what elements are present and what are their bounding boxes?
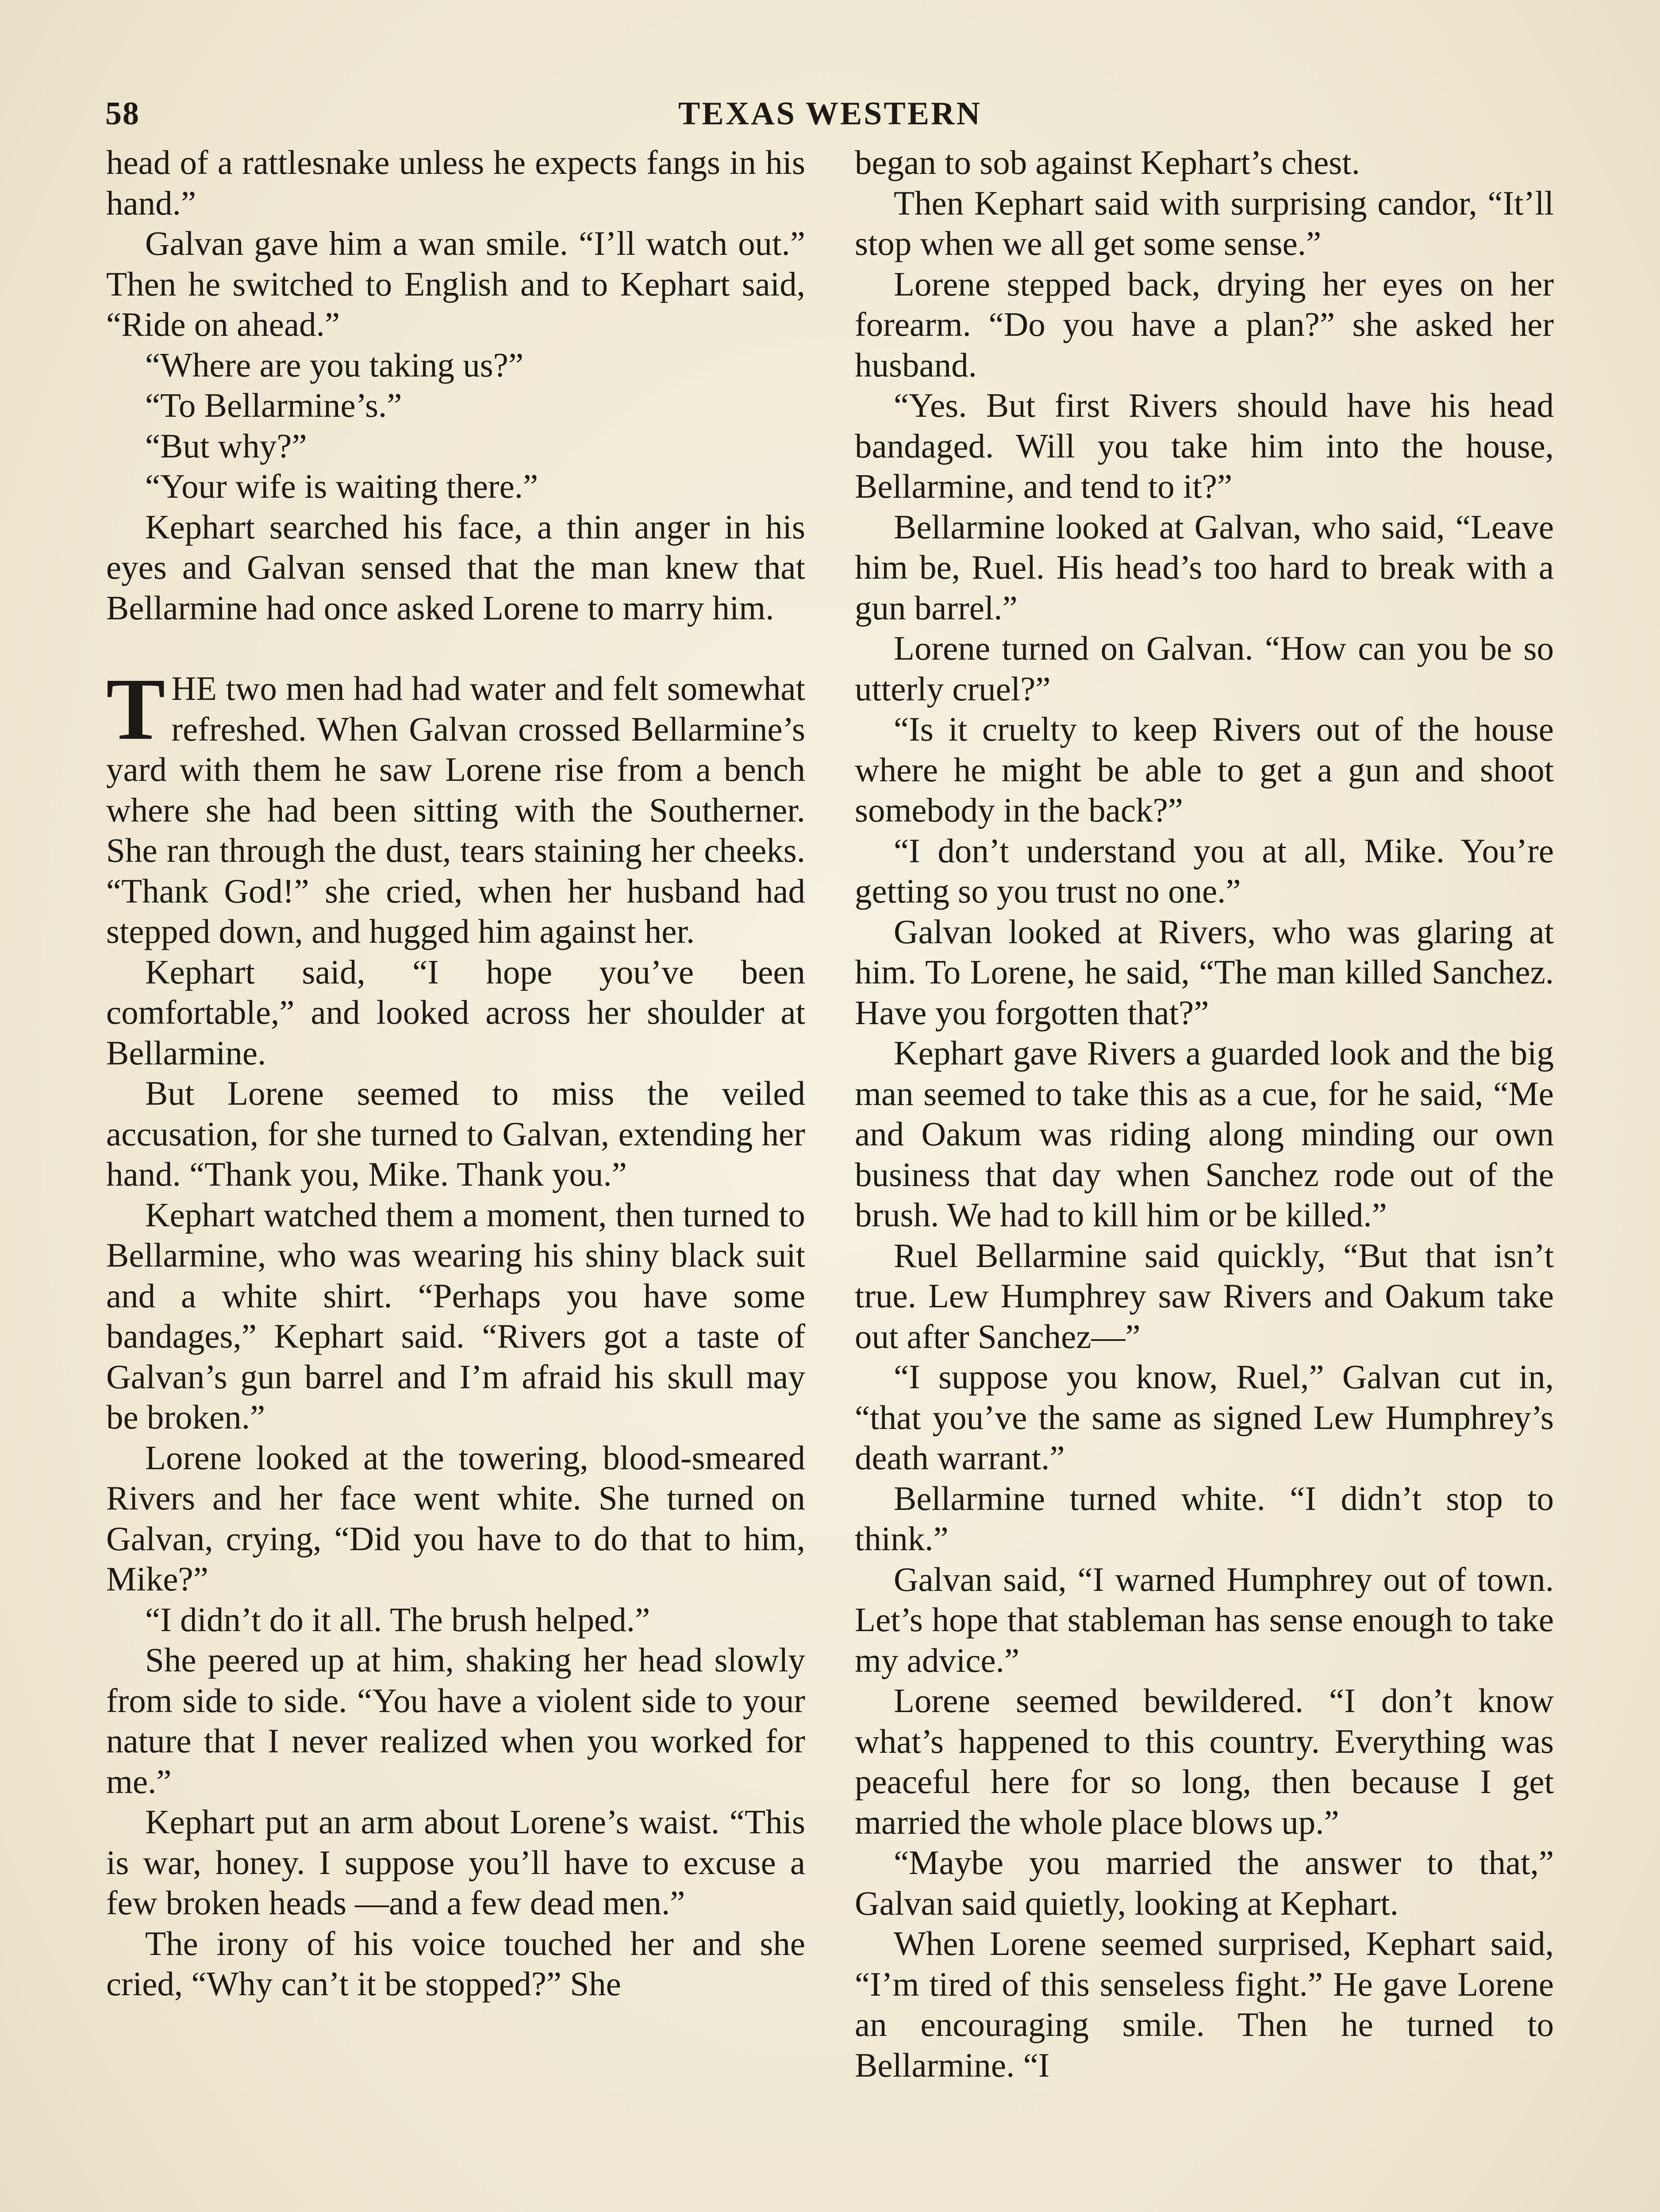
paragraph: Galvan looked at Rivers, who was glaring at him. To Lorene, he said, “The man killed Sanchez. Have you forgotten that?” bbox=[855, 912, 1554, 1032]
paragraph: Ruel Bellarmine said quickly, “But that isn’t true. Lew Humphrey saw Rivers and Oakum take out after Sanchez—” bbox=[855, 1236, 1554, 1356]
paragraph: When Lorene seemed surprised, Kephart said, “I’m tired of this senseless fight.” He gave Lorene an encouraging smile. Then he turned to Bellarmine. “I bbox=[855, 1924, 1554, 2084]
paragraph: Lorene seemed bewildered. “I don’t know what’s happened to this country. Everything was peaceful here for so long, then because I get married the whole place blows up.” bbox=[855, 1682, 1554, 1841]
paragraph: Lorene looked at the towering, blood-smeared Rivers and her face went white. She turned on Galvan, crying, “Did you have to do that to him, Mike?” bbox=[106, 1438, 805, 1598]
page-header bbox=[105, 95, 1555, 148]
section-break bbox=[106, 628, 805, 668]
paragraph: “Where are you taking us?” bbox=[145, 346, 524, 384]
paragraph: Bellarmine looked at Galvan, who said, “Leave him be, Ruel. His head’s too hard to break with a gun barrel.” bbox=[855, 507, 1554, 627]
running-title: TEXAS WESTERN bbox=[678, 96, 982, 132]
paragraph: She peered up at him, shaking her head slowly from side to side. “You have a violent side to your nature that I never realized when you worked for me.” bbox=[106, 1641, 805, 1801]
paragraph: head of a rattlesnake unless he expects fangs in his hand.” bbox=[106, 143, 805, 222]
paragraph: Lorene turned on Galvan. “How can you be so utterly cruel?” bbox=[855, 629, 1554, 708]
paragraph: “Maybe you married the answer to that,” Galvan said quietly, looking at Kephart. bbox=[855, 1843, 1554, 1922]
paragraph: “Your wife is waiting there.” bbox=[145, 467, 538, 505]
paragraph: “To Bellarmine’s.” bbox=[145, 386, 402, 424]
paragraph: began to sob against Kephart’s chest. bbox=[855, 143, 1360, 181]
paragraph: “Yes. But first Rivers should have his head bandaged. Will you take him into the house, Bellarmine, and tend to it?” bbox=[855, 386, 1554, 505]
paragraph-text: HE two men had had water and felt somewhat refreshed. When Galvan crossed Bellarmine’s yard with them he saw Lorene rise from a bench where she had been sitting with the Southerner. She ran through the dust, tears staining her cheeks. “Thank God!” she cried, when her husband had stepped down, and hugged him against her. bbox=[106, 669, 805, 950]
left-column bbox=[106, 142, 805, 2212]
drop-cap: T bbox=[106, 661, 165, 758]
paragraph: “I don’t understand you at all, Mike. You’re getting so you trust no one.” bbox=[855, 831, 1554, 910]
paragraph: “Is it cruelty to keep Rivers out of the house where he might be able to get a gun and shoot somebody in the back?” bbox=[855, 710, 1554, 829]
dropcap-paragraph bbox=[106, 661, 805, 952]
paragraph: Then Kephart said with surprising candor, “It’ll stop when we all get some sense.” bbox=[855, 184, 1554, 262]
paragraph: “I suppose you know, Ruel,” Galvan cut in, “that you’ve the same as signed Lew Humphrey’s death warrant.” bbox=[855, 1358, 1554, 1477]
paragraph: But Lorene seemed to miss the veiled accusation, for she turned to Galvan, extending her hand. “Thank you, Mike. Thank you.” bbox=[106, 1074, 805, 1193]
paragraph: Kephart searched his face, a thin anger in his eyes and Galvan sensed that the man knew that Bellarmine had once asked Lorene to marry him. bbox=[106, 507, 805, 627]
paragraph: Kephart gave Rivers a guarded look and the big man seemed to take this as a cue, for he said, “Me and Oakum was riding along minding our own business that day when Sanchez rode out of the brush. We had to kill him or be killed.” bbox=[855, 1034, 1554, 1234]
text-columns bbox=[106, 142, 1554, 2212]
right-column bbox=[855, 142, 1554, 2212]
paragraph: Lorene stepped back, drying her eyes on her forearm. “Do you have a plan?” she asked her husband. bbox=[855, 265, 1554, 384]
paragraph: Bellarmine turned white. “I didn’t stop to think.” bbox=[855, 1479, 1554, 1558]
page-number: 58 bbox=[105, 96, 140, 132]
paragraph: “But why?” bbox=[145, 426, 307, 465]
paragraph: Kephart said, “I hope you’ve been comfortable,” and looked across her shoulder at Bellarmine. bbox=[106, 952, 805, 1072]
paragraph: “I didn’t do it all. The brush helped.” bbox=[145, 1600, 650, 1639]
paragraph: Galvan said, “I warned Humphrey out of town. Let’s hope that stableman has sense enough to take my advice.” bbox=[855, 1560, 1554, 1679]
paragraph: Galvan gave him a wan smile. “I’ll watch out.” Then he switched to English and to Kephart said, “Ride on ahead.” bbox=[106, 224, 805, 343]
paragraph: Kephart watched them a moment, then turned to Bellarmine, who was wearing his shiny black suit and a white shirt. “Perhaps you have some bandages,” Kephart said. “Rivers got a taste of Galvan’s gun barrel and I’m afraid his skull may be broken.” bbox=[106, 1195, 805, 1436]
paragraph: The irony of his voice touched her and she cried, “Why can’t it be stopped?” She bbox=[106, 1924, 805, 2003]
paragraph: Kephart put an arm about Lorene’s waist. “This is war, honey. I suppose you’ll have to excuse a few broken heads —and a few dead men.” bbox=[106, 1803, 805, 1922]
